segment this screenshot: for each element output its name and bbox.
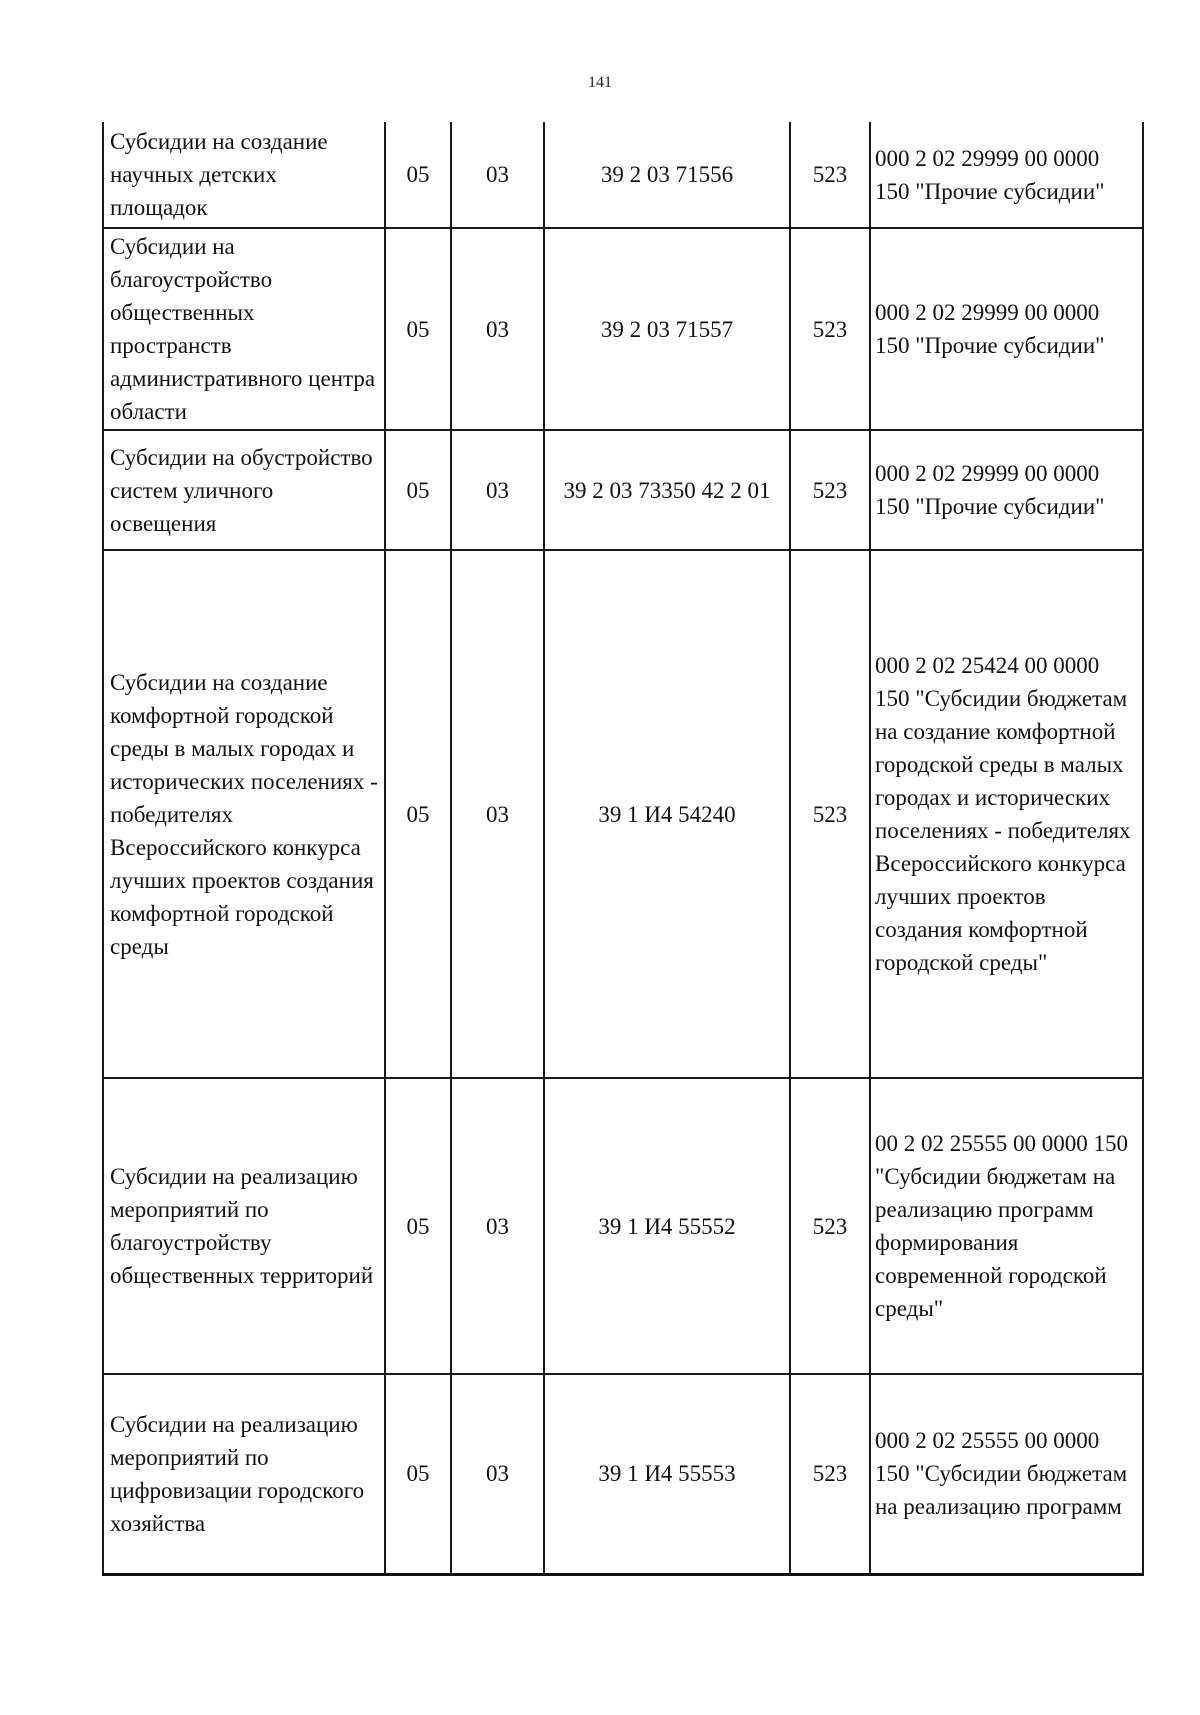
target-article-cell: 39 1 И4 54240 [544, 550, 790, 1078]
row-name-cell: Субсидии на реализацию мероприятий по цифровизации городского хозяйства [103, 1374, 385, 1574]
revenue-code-cell: 000 2 02 25555 00 0000 150 "Субсидии бюджетам на реализацию программ [870, 1374, 1143, 1574]
table-row [103, 1374, 1143, 1574]
section-cell: 05 [385, 122, 451, 228]
expense-type-cell: 523 [790, 1374, 870, 1574]
row-name-cell: Субсидии на реализацию мероприятий по благоустройству общественных территорий [103, 1078, 385, 1374]
revenue-code-cell: 00 2 02 25555 00 0000 150 "Субсидии бюджетам на реализацию программ формирования современной городской среды" [870, 1078, 1143, 1374]
section-cell: 05 [385, 430, 451, 550]
table-row [103, 430, 1143, 550]
budget-table [102, 122, 1144, 1576]
row-name-cell: Субсидии на создание научных детских площадок [103, 122, 385, 228]
revenue-code-cell: 000 2 02 29999 00 0000 150 "Прочие субсидии" [870, 122, 1143, 228]
table-row [103, 550, 1143, 1078]
target-article-cell: 39 2 03 71556 [544, 122, 790, 228]
table-row [103, 122, 1143, 228]
row-name-cell: Субсидии на обустройство систем уличного освещения [103, 430, 385, 550]
expense-type-cell: 523 [790, 430, 870, 550]
subsection-cell: 03 [451, 430, 544, 550]
target-article-cell: 39 2 03 73350 42 2 01 [544, 430, 790, 550]
page-number: 141 [588, 74, 612, 91]
subsection-cell: 03 [451, 122, 544, 228]
table-row [103, 228, 1143, 430]
subsection-cell: 03 [451, 1374, 544, 1574]
revenue-code-cell: 000 2 02 25424 00 0000 150 "Субсидии бюджетам на создание комфортной городской среды в малых городах и исторических поселениях - победителях Всероссийского конкурса лучших проектов создания комфортной городской среды" [870, 550, 1143, 1078]
row-name-cell: Субсидии на благоустройство общественных пространств административного центра области [103, 228, 385, 430]
target-article-cell: 39 2 03 71557 [544, 228, 790, 430]
expense-type-cell: 523 [790, 228, 870, 430]
subsection-cell: 03 [451, 1078, 544, 1374]
expense-type-cell: 523 [790, 122, 870, 228]
expense-type-cell: 523 [790, 1078, 870, 1374]
target-article-cell: 39 1 И4 55552 [544, 1078, 790, 1374]
target-article-cell: 39 1 И4 55553 [544, 1374, 790, 1574]
subsection-cell: 03 [451, 550, 544, 1078]
section-cell: 05 [385, 228, 451, 430]
section-cell: 05 [385, 550, 451, 1078]
revenue-code-cell: 000 2 02 29999 00 0000 150 "Прочие субсидии" [870, 430, 1143, 550]
expense-type-cell: 523 [790, 550, 870, 1078]
table-row [103, 1078, 1143, 1374]
revenue-code-cell: 000 2 02 29999 00 0000 150 "Прочие субсидии" [870, 228, 1143, 430]
section-cell: 05 [385, 1078, 451, 1374]
subsection-cell: 03 [451, 228, 544, 430]
section-cell: 05 [385, 1374, 451, 1574]
row-name-cell: Субсидии на создание комфортной городской среды в малых городах и исторических поселениях - победителях Всероссийского конкурса лучших проектов создания комфортной городской среды [103, 550, 385, 1078]
